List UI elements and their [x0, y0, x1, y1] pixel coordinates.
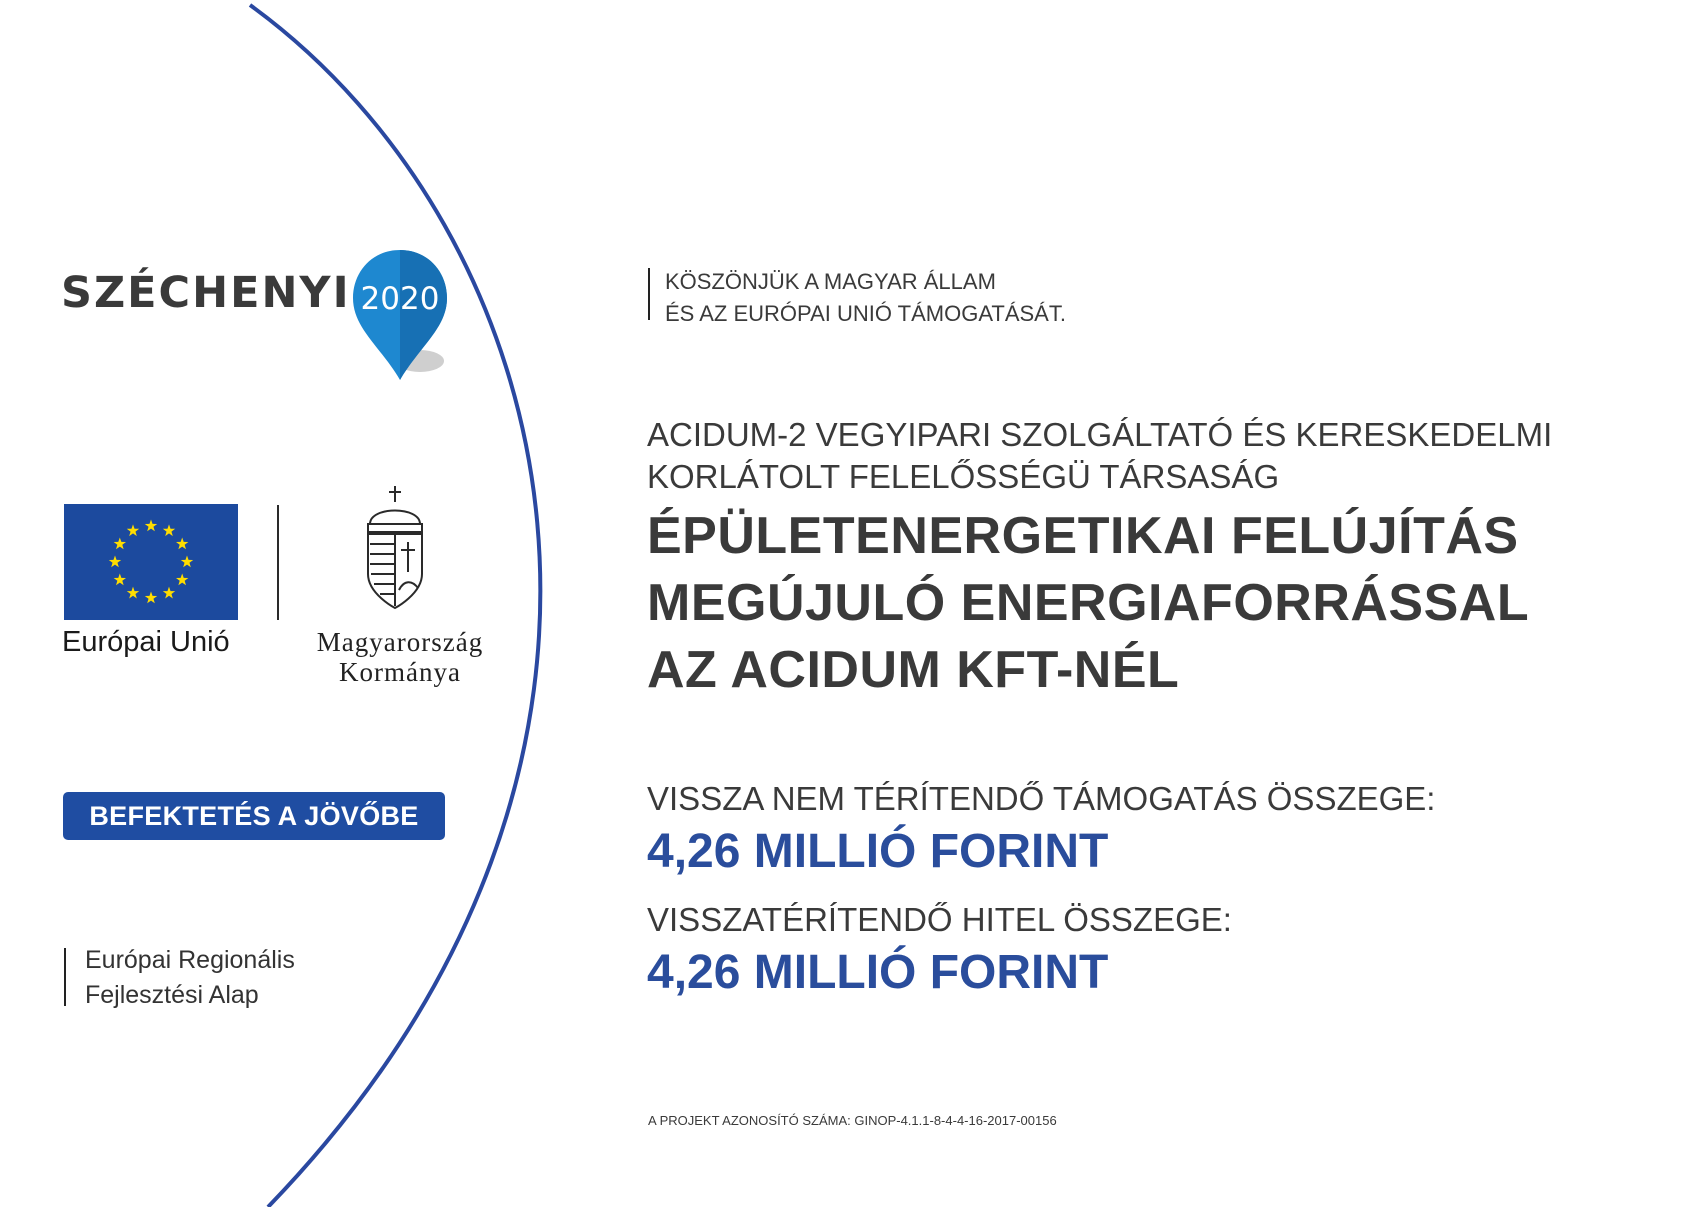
- project-title: [647, 503, 1529, 704]
- invest-badge: BEFEKTETÉS A JÖVŐBE: [63, 792, 445, 840]
- title-line3: AZ ACIDUM KFT-NÉL: [647, 641, 1180, 699]
- location-pin-icon: [350, 246, 460, 386]
- thanks-divider: [648, 268, 650, 320]
- title-line2: MEGÚJULÓ ENERGIAFORRÁSSAL: [647, 574, 1530, 632]
- fund-divider: [64, 948, 66, 1006]
- grant-value: 4,26 MILLIÓ FORINT: [647, 825, 1109, 878]
- project-id: A PROJEKT AZONOSÍTÓ SZÁMA: GINOP-4.1.1-8-4-4-16-2017-00156: [648, 1113, 1057, 1128]
- title-line1: ÉPÜLETENERGETIKAI FELÚJÍTÁS: [647, 507, 1519, 565]
- eu-label: Európai Unió: [62, 626, 230, 658]
- fund-name: [85, 943, 295, 1013]
- grant-label: VISSZA NEM TÉRÍTENDŐ TÁMOGATÁS ÖSSZEGE:: [647, 780, 1436, 817]
- company-name: [647, 414, 1552, 498]
- company-line1: ACIDUM-2 VEGYIPARI SZOLGÁLTATÓ ÉS KERESKEDELMI: [647, 416, 1553, 453]
- brand-year: 2020: [360, 281, 440, 317]
- hungarian-coat-of-arms-icon: [362, 484, 428, 614]
- gov-label-line2: Kormánya: [339, 657, 461, 687]
- eu-flag-icon: [64, 504, 238, 620]
- thanks-line2: ÉS AZ EURÓPAI UNIÓ TÁMOGATÁSÁT.: [665, 301, 1066, 326]
- thanks-text: [665, 266, 1066, 330]
- logo-divider: [277, 505, 279, 620]
- thanks-line1: KÖSZÖNJÜK A MAGYAR ÁLLAM: [665, 269, 996, 294]
- loan-value: 4,26 MILLIÓ FORINT: [647, 946, 1109, 999]
- fund-line1: Európai Regionális: [85, 946, 295, 974]
- gov-label-line1: Magyarország: [316, 627, 484, 657]
- szechenyi-wordmark: SZÉCHENYI: [61, 268, 351, 318]
- fund-line2: Fejlesztési Alap: [85, 981, 259, 1009]
- company-line2: KORLÁTOLT FELELŐSSÉGÜ TÁRSASÁG: [647, 458, 1280, 495]
- loan-label: VISSZATÉRÍTENDŐ HITEL ÖSSZEGE:: [647, 901, 1232, 938]
